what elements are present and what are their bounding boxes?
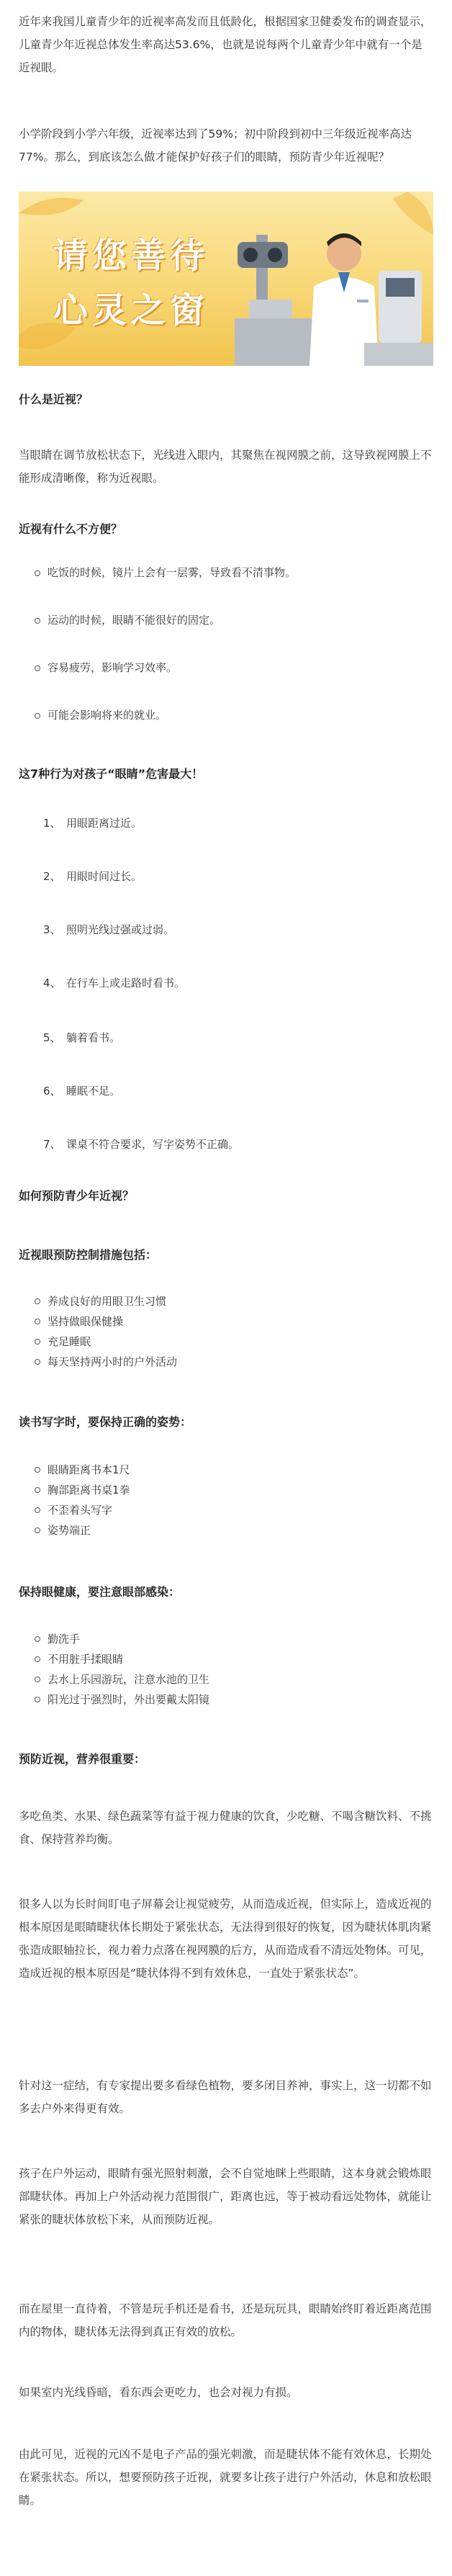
section-heading: 如何预防青少年近视？ [19, 1189, 135, 1203]
banner-title-line1: 请您善待 [53, 235, 209, 276]
section-heading: 预防近视，营养很重要： [19, 1752, 146, 1766]
list-item: 坚持做眼保健操 [48, 1315, 124, 1328]
item-text: 课桌不符合要求，写字姿势不正确。 [66, 1138, 240, 1151]
body-paragraph: 很多人以为长时间盯电子屏幕会让视觉疲劳，从而造成近视，但实际上，造成近视的根本原因是眼睛睫状体长期处于紧张状态，无法得到很好的恢复，因为睫状体肌肉紧张造成眼轴拉长，视力着力点落在视网膜的后方，从而造成看不清远处物体。可见，造成近视的根本原因是“睫状体得不到有效休息，一直处于紧张状态”。 [19, 1898, 432, 1980]
item-number: 6、 [43, 1085, 61, 1098]
list-item: 充足睡眠 [48, 1335, 91, 1348]
item-text: 躺着看书。 [66, 1031, 121, 1044]
body-paragraph: 孩子在户外运动，眼睛有强光照射刺激，会不自觉地眯上些眼睛，这本身就会锻炼眼部睫状体。再加上户外活动视力范围很广，距离也远，等于被动看远处物体，就能让紧张的睫状体放松下来，从而预防近视。 [19, 2167, 432, 2226]
list-item: 可能会影响将来的就业。 [48, 709, 167, 722]
bullet-icon [35, 618, 40, 624]
intro-paragraph: 小学阶段到小学六年级，近视率达到了59%；初中阶段到初中三年级近视率高达77%。那么，到底该怎么做才能保护好孩子们的眼睛，预防青少年近视呢？ [19, 127, 412, 163]
list-item: 不用脏手揉眼睛 [48, 1653, 124, 1666]
bullet-icon [35, 713, 40, 719]
bullet-icon [35, 1359, 40, 1365]
list-item: 每天坚持两小时的户外活动 [48, 1355, 178, 1368]
item-text: 睡眠不足。 [66, 1085, 121, 1098]
banner-art [19, 192, 433, 366]
list-item: 吃饭的时候，镜片上会有一层雾，导致看不清事物。 [48, 566, 297, 579]
intro-paragraph: 近年来我国儿童青少年的近视率高发而且低龄化，根据国家卫健委发布的调查显示，儿童青少年近视总体发生率高达53.6%，也就是说每两个儿童青少年中就有一个是近视眼。 [19, 15, 432, 74]
list-item: 阳光过于强烈时，外出要戴太阳镜 [48, 1693, 210, 1706]
body-paragraph: 由此可见，近视的元凶不是电子产品的强光刺激，而是睫状体不能有效休息，长期处在紧张状态。所以，想要预防孩子近视，就要多让孩子进行户外活动，休息和放松眼睛。 [19, 2448, 432, 2507]
bullet-icon [35, 1656, 40, 1662]
bullet-icon [35, 1507, 40, 1513]
bullet-icon [35, 665, 40, 671]
item-text: 用眼距离过近。 [66, 817, 143, 830]
section-heading: 近视眼预防控制措施包括： [19, 1248, 158, 1262]
item-text: 用眼时间过长。 [66, 870, 143, 883]
bullet-icon [35, 1339, 40, 1345]
body-paragraph: 针对这一症结，有专家提出要多看绿色植物，要多闭目养神，事实上，这一切都不如多去户外来得更有效。 [19, 2079, 432, 2115]
bullet-icon [35, 570, 40, 576]
bullet-icon [35, 1467, 40, 1473]
section-paragraph: 当眼睛在调节放松状态下，光线进入眼内，其聚焦在视网膜之前，这导致视网膜上不能形成清晰像，称为近视眼。 [19, 449, 432, 485]
section-heading: 近视有什么不方便？ [19, 522, 123, 536]
item-number: 4、 [43, 977, 61, 989]
bullet-icon [35, 1527, 40, 1533]
list-item: 不歪着头写字 [48, 1504, 113, 1517]
bullet-icon [35, 1677, 40, 1682]
item-number: 3、 [43, 923, 61, 936]
list-item: 养成良好的用眼卫生习惯 [48, 1295, 167, 1308]
section-heading: 这7种行为对孩子“眼睛”危害最大！ [19, 767, 204, 781]
eye-care-banner [19, 192, 433, 366]
bullet-icon [35, 1298, 40, 1304]
list-item: 眼睛距离书本1尺 [48, 1463, 130, 1476]
section-heading: 读书写字时，要保持正确的姿势： [19, 1415, 192, 1429]
bullet-icon [35, 1487, 40, 1493]
section-heading: 保持眼健康，要注意眼部感染： [19, 1585, 181, 1599]
section-paragraph: 多吃鱼类、水果、绿色蔬菜等有益于视力健康的饮食，少吃糖、不喝含糖饮料、不挑食、保持营养均衡。 [19, 1810, 432, 1846]
body-paragraph: 而在屋里一直待着，不管是玩手机还是看书，还是玩玩具，眼睛始终盯着近距离范围内的物体，睫状体无法得到真正有效的放松。 [19, 2302, 432, 2338]
bullet-icon [35, 1319, 40, 1324]
item-number: 1、 [43, 817, 61, 830]
item-text: 照明光线过强或过弱。 [66, 923, 175, 936]
bullet-icon [35, 1697, 40, 1702]
list-item: 勤洗手 [48, 1633, 81, 1646]
body-paragraph: 如果室内光线昏暗，看东西会更吃力，也会对视力有损。 [19, 2386, 298, 2399]
banner-title-line2: 心灵之窗 [53, 290, 209, 331]
list-item: 胸部距离书桌1拳 [48, 1484, 130, 1496]
list-item: 运动的时候，眼睛不能很好的固定。 [48, 614, 221, 627]
item-text: 在行车上或走路时看书。 [66, 977, 186, 989]
item-number: 7、 [43, 1138, 61, 1151]
list-item: 姿势端正 [48, 1524, 91, 1537]
item-number: 2、 [43, 870, 61, 883]
section-heading: 什么是近视？ [19, 392, 89, 406]
bullet-icon [35, 1636, 40, 1642]
item-number: 5、 [43, 1031, 61, 1044]
list-item: 容易疲劳，影响学习效率。 [48, 661, 178, 674]
list-item: 去水上乐园游玩，注意水池的卫生 [48, 1673, 210, 1686]
